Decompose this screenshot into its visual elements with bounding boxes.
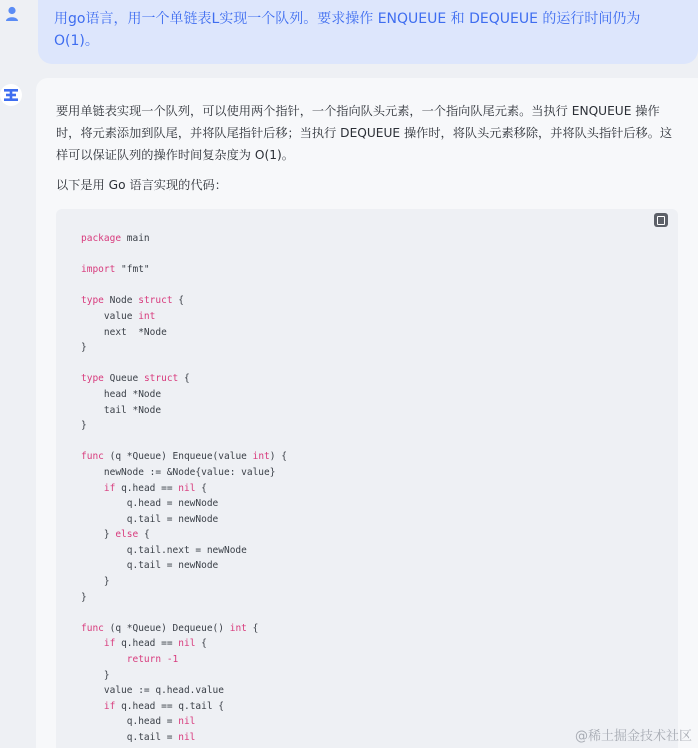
code-line: type Queue struct { xyxy=(81,373,190,385)
code-line: next *Node xyxy=(81,326,167,338)
ai-message-card xyxy=(36,78,698,748)
code-line: q.tail.next = newNode xyxy=(81,544,247,556)
copy-code-icon[interactable] xyxy=(654,213,668,227)
user-message-bubble xyxy=(38,0,698,64)
user-message-text: 用go语言，用一个单链表L实现一个队列。要求操作 ENQUEUE 和 DEQUEUE 的运行时间仍为O(1)。 xyxy=(54,11,641,49)
code-block xyxy=(56,209,678,748)
ai-avatar xyxy=(0,84,22,106)
code-line: } xyxy=(81,576,110,588)
code-line: if q.head == q.tail { xyxy=(103,700,225,712)
code-line: import "fmt" xyxy=(81,264,150,276)
code-content xyxy=(81,231,678,746)
code-line: q.head = newNode xyxy=(81,498,219,510)
code-line: value := q.head.value xyxy=(81,685,224,697)
code-line: func (q *Queue) Enqueue(value int) { xyxy=(81,451,287,463)
code-line: value int xyxy=(81,310,156,322)
code-line: func (q *Queue) Dequeue() int { xyxy=(81,622,259,634)
ai-logo-icon xyxy=(4,89,18,101)
code-line: } xyxy=(81,591,87,603)
code-line: return -1 xyxy=(126,654,179,666)
code-line: if q.head == nil { xyxy=(103,482,207,494)
code-line: } xyxy=(81,420,87,432)
code-line: } xyxy=(81,342,87,354)
user-icon xyxy=(5,6,19,22)
user-avatar xyxy=(0,2,24,26)
code-line: } else { xyxy=(81,529,150,541)
code-line: q.tail = newNode xyxy=(81,560,219,572)
code-line: if q.head == nil { xyxy=(103,638,207,650)
code-line: q.head = nil xyxy=(81,716,196,728)
code-line: head *Node xyxy=(81,388,162,400)
answer-paragraph-2: 以下是用 Go 语言实现的代码： xyxy=(56,178,227,192)
code-line: type Node struct { xyxy=(81,295,184,307)
code-line: tail *Node xyxy=(81,404,162,416)
answer-paragraph-1: 要用单链表实现一个队列，可以使用两个指针，一个指向队头元素，一个指向队尾元素。当执行 ENQUEUE 操作时，将元素添加到队尾，并将队尾指针后移；当执行 DEQUEUE 操作时，将队头元素移除，并将队头指针后移。这样可以保证队列的操作时间复杂度为 O(1)。 xyxy=(56,104,673,162)
watermark: @稀土掘金技术社区 xyxy=(574,729,692,744)
code-line: newNode := &Node{value: value} xyxy=(81,466,276,478)
code-line: } xyxy=(81,669,110,681)
code-line: q.tail = newNode xyxy=(81,513,219,525)
code-line: q.tail = nil xyxy=(81,732,196,743)
code-line: package main xyxy=(81,233,150,244)
